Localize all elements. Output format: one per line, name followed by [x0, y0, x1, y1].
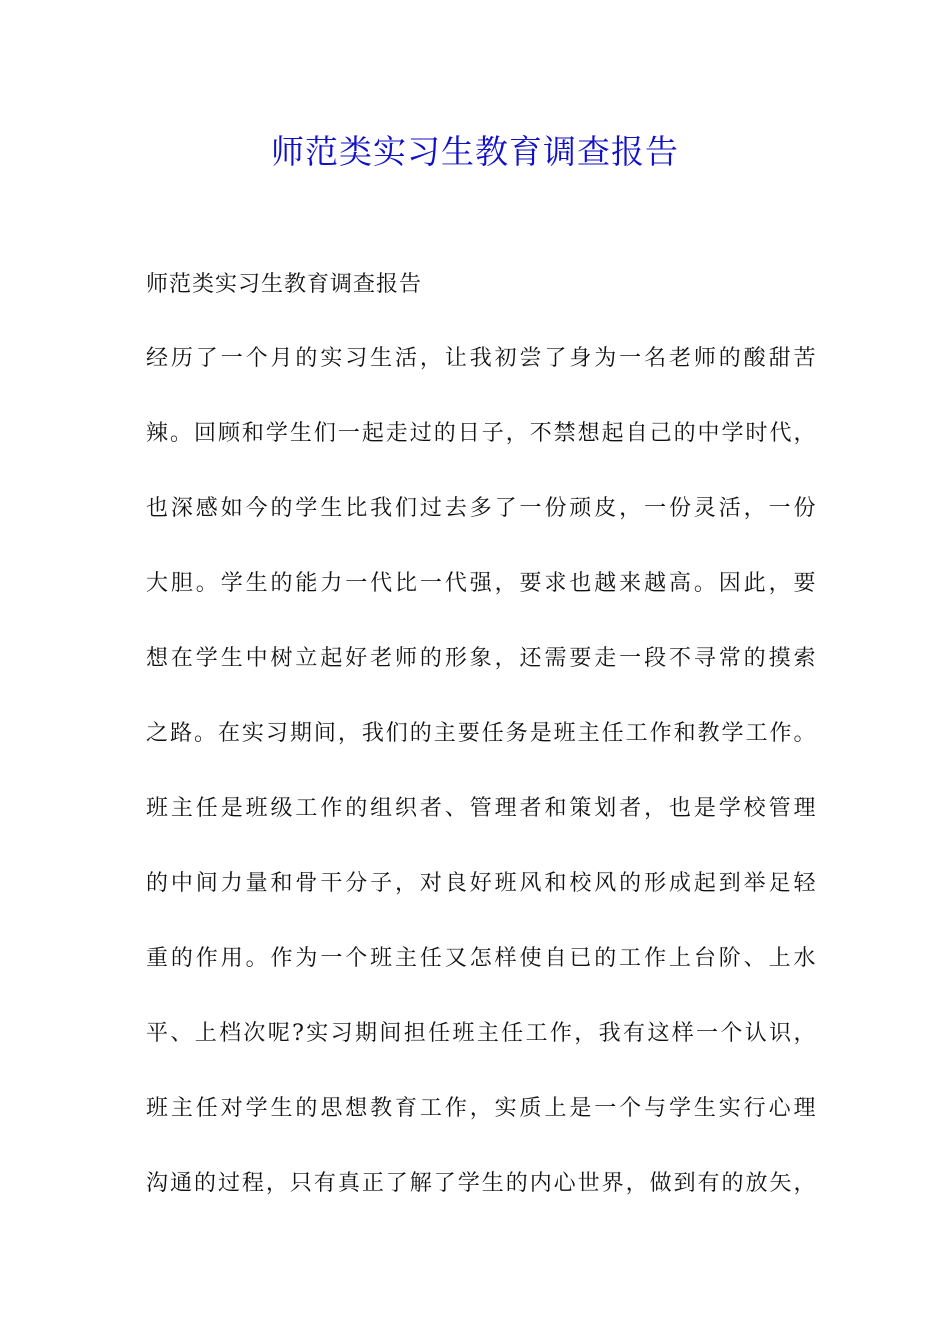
body-line-9: 重的作用。作为一个班主任又怎样使自已的工作上台阶、上水: [146, 946, 816, 971]
body-line-12: 沟通的过程，只有真正了解了学生的内心世界，做到有的放矢，: [146, 1171, 816, 1196]
body-line-10: 平、上档次呢?实习期间担任班主任工作，我有这样一个认识，: [146, 1021, 816, 1046]
body-line-5: 想在学生中树立起好老师的形象，还需要走一段不寻常的摸索: [146, 646, 816, 671]
document-title: 师范类实习生教育调查报告: [271, 132, 679, 171]
document-subtitle: 师范类实习生教育调查报告: [146, 272, 423, 297]
body-line-11: 班主任对学生的思想教育工作，实质上是一个与学生实行心理: [146, 1096, 816, 1121]
body-line-3: 也深感如今的学生比我们过去多了一份顽皮，一份灵活，一份: [146, 496, 816, 521]
body-line-2: 辣。回顾和学生们一起走过的日子，不禁想起自己的中学时代，: [146, 421, 816, 446]
body-line-8: 的中间力量和骨干分子，对良好班风和校风的形成起到举足轻: [146, 871, 816, 896]
body-line-4: 大胆。学生的能力一代比一代强，要求也越来越高。因此，要: [146, 571, 816, 596]
body-line-1: 经历了一个月的实习生活，让我初尝了身为一名老师的酸甜苦: [146, 346, 816, 371]
body-line-6: 之路。在实习期间，我们的主要任务是班主任工作和教学工作。: [146, 721, 816, 746]
body-line-7: 班主任是班级工作的组织者、管理者和策划者，也是学校管理: [146, 796, 816, 821]
